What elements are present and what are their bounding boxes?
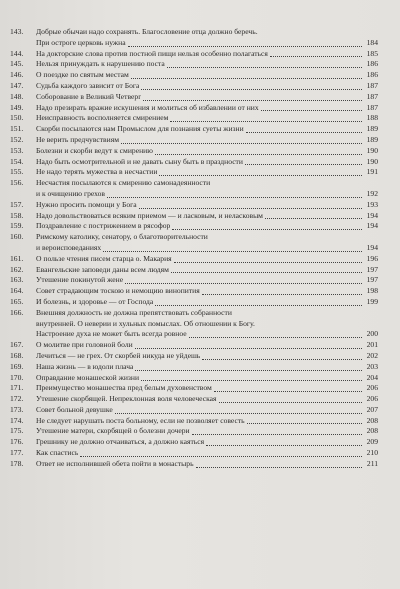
entry-number: 174. — [10, 415, 24, 425]
page-number: 207 — [366, 404, 378, 414]
page-number: 209 — [366, 437, 378, 447]
page-number: 208 — [366, 415, 378, 425]
entry-number: 173. — [10, 404, 24, 414]
page-number: 185 — [366, 48, 378, 58]
dot-leader — [202, 359, 362, 360]
toc-entry — [10, 308, 378, 340]
toc-entry-line — [10, 437, 378, 448]
toc-entry — [10, 286, 378, 297]
dot-leader — [270, 56, 362, 57]
toc-entry-line — [10, 103, 378, 114]
dot-leader — [131, 78, 362, 79]
page-number: 210 — [366, 448, 378, 458]
page-number: 188 — [366, 113, 378, 123]
toc-entry — [10, 373, 378, 384]
page-number: 189 — [366, 134, 378, 144]
dot-leader — [172, 229, 362, 230]
entry-title: О поездке по святым местам — [36, 70, 129, 80]
entry-number: 145. — [10, 59, 24, 69]
entry-title: Преимущество монашества пред белым духовенством — [36, 383, 212, 393]
dot-leader — [128, 46, 362, 47]
toc-entry-line — [10, 265, 378, 276]
entry-title: Евангельские заповеди даны всем людям — [36, 264, 169, 274]
dot-leader — [219, 402, 362, 403]
entry-number: 162. — [10, 264, 24, 274]
dot-leader — [167, 67, 362, 68]
dot-leader — [80, 456, 362, 457]
entry-number: 151. — [10, 124, 24, 134]
toc-entry — [10, 103, 378, 114]
toc-entry — [10, 275, 378, 286]
dot-leader — [107, 197, 362, 198]
toc-entry — [10, 70, 378, 81]
entry-number: 160. — [10, 232, 24, 242]
dot-leader — [265, 218, 362, 219]
page-number: 184 — [366, 37, 378, 47]
toc-entry-line — [10, 59, 378, 70]
entry-title: Соборование в Великий Четверг — [36, 91, 142, 101]
page-number: 196 — [366, 253, 378, 263]
dot-leader — [202, 294, 362, 295]
dot-leader — [155, 154, 362, 155]
page-number: 186 — [366, 70, 378, 80]
toc-entry-line — [10, 254, 378, 265]
entry-number: 157. — [10, 199, 24, 209]
entry-title: Судьба каждого зависит от Бога — [36, 80, 140, 90]
toc-entry — [10, 211, 378, 222]
toc-entry-line — [10, 383, 378, 394]
entry-number: 158. — [10, 210, 24, 220]
toc-entry — [10, 437, 378, 448]
page-number: 203 — [366, 361, 378, 371]
page-number: 197 — [366, 264, 378, 274]
dot-leader — [247, 423, 362, 424]
entry-title: Неисправность восполняется смирением — [36, 113, 169, 123]
page-number: 190 — [366, 145, 378, 155]
page-number: 187 — [366, 102, 378, 112]
entry-number: 177. — [10, 448, 24, 458]
entry-number: 169. — [10, 361, 24, 371]
dot-leader — [206, 445, 362, 446]
entry-number: 156. — [10, 178, 24, 188]
toc-entry-line — [10, 189, 378, 200]
toc-entry-line — [10, 70, 378, 81]
toc-entry-line — [10, 232, 378, 243]
entry-title: Совет страдающим тоскою и немощию винопития — [36, 286, 200, 296]
entry-title: Болезни и скорби ведут к смирению — [36, 145, 153, 155]
entry-number: 148. — [10, 91, 24, 101]
entry-number: 163. — [10, 275, 24, 285]
toc-entry — [10, 362, 378, 373]
toc-entry — [10, 81, 378, 92]
page-number: 194 — [366, 242, 378, 252]
toc-entry-line — [10, 362, 378, 373]
entry-number: 150. — [10, 113, 24, 123]
toc-entry — [10, 49, 378, 60]
toc-entry — [10, 167, 378, 178]
toc-entry-line — [10, 459, 378, 470]
dot-leader — [174, 262, 362, 263]
dot-leader — [115, 413, 362, 414]
toc-entry-line — [10, 178, 378, 189]
entry-title: Внешняя должность не должна препятствовать собранности — [36, 307, 232, 317]
entry-number: 161. — [10, 253, 24, 263]
dot-leader — [155, 305, 362, 306]
toc-entry — [10, 265, 378, 276]
toc-entry-line — [10, 92, 378, 103]
entry-number: 146. — [10, 70, 24, 80]
entry-number: 154. — [10, 156, 24, 166]
toc-entry-line — [10, 81, 378, 92]
toc-entry-line — [10, 146, 378, 157]
dot-leader — [159, 175, 362, 176]
dot-leader — [192, 434, 362, 435]
toc-entry — [10, 416, 378, 427]
entry-title: При остроге церковь нужна — [36, 37, 126, 47]
entry-title: О молитве при головной боли — [36, 340, 133, 350]
toc-entry-line — [10, 211, 378, 222]
page-number: 194 — [366, 221, 378, 231]
entry-number: 152. — [10, 134, 24, 144]
page-number: 187 — [366, 80, 378, 90]
entry-title: На докторские слова против постной пищи нельзя особенно полагаться — [36, 48, 268, 58]
entry-title: Утешение скорбящей. Непреклонная воля человеческая — [36, 394, 217, 404]
toc-entry — [10, 113, 378, 124]
dot-leader — [261, 110, 362, 111]
dot-leader — [141, 89, 362, 90]
entry-number: 166. — [10, 307, 24, 317]
entry-title: Нужно просить помощи у Бога — [36, 199, 137, 209]
entry-number: 164. — [10, 286, 24, 296]
toc-entry — [10, 157, 378, 168]
entry-title: Нельзя принуждать к нарушению поста — [36, 59, 165, 69]
toc-entry-line — [10, 221, 378, 232]
entry-title: Не верить предчувствиям — [36, 134, 119, 144]
toc-entry-line — [10, 329, 378, 340]
entry-number: 144. — [10, 48, 24, 58]
entry-number: 170. — [10, 372, 24, 382]
entry-title: Надо быть осмотрительной и не давать сыну быть в праздности — [36, 156, 243, 166]
toc-entry — [10, 254, 378, 265]
toc-entry — [10, 59, 378, 70]
page-number: 201 — [366, 340, 378, 350]
toc-entry-line — [10, 27, 378, 38]
entry-number: 149. — [10, 102, 24, 112]
toc-entry — [10, 200, 378, 211]
toc-entry-line — [10, 124, 378, 135]
page-number: 206 — [366, 383, 378, 393]
toc-entry-line — [10, 167, 378, 178]
entry-title: Скорби посылаются нам Промыслом для познания суеты жизни — [36, 124, 244, 134]
toc-entry-line — [10, 135, 378, 146]
entry-title: Поздравление с пострижением в рясофор — [36, 221, 171, 231]
toc-entry-line — [10, 416, 378, 427]
entry-number: 167. — [10, 340, 24, 350]
dot-leader — [141, 380, 362, 381]
toc-entry — [10, 146, 378, 157]
toc-entry — [10, 124, 378, 135]
toc-entry-line — [10, 394, 378, 405]
dot-leader — [170, 121, 362, 122]
dot-leader — [121, 143, 362, 144]
entry-title: И болезнь, и здоровье — от Господа — [36, 296, 154, 306]
toc-entry-line — [10, 243, 378, 254]
toc-entry — [10, 340, 378, 351]
entry-number: 159. — [10, 221, 24, 231]
toc-entry-line — [10, 308, 378, 319]
dot-leader — [196, 467, 362, 468]
page-number: 200 — [366, 329, 378, 339]
entry-title: и вероисповеданиях — [36, 242, 102, 252]
toc-entry-line — [10, 113, 378, 124]
entry-number: 171. — [10, 383, 24, 393]
toc-entry-line — [10, 297, 378, 308]
page-number: 191 — [366, 167, 378, 177]
entry-title: Утешение покинутой жене — [36, 275, 124, 285]
dot-leader — [245, 164, 362, 165]
entry-title: Наша жизнь — в юдоли плача — [36, 361, 134, 371]
page-number: 187 — [366, 91, 378, 101]
dot-leader — [125, 283, 362, 284]
page-number: 198 — [366, 286, 378, 296]
entry-number: 172. — [10, 394, 24, 404]
dot-leader — [143, 100, 362, 101]
page-number: 208 — [366, 426, 378, 436]
entry-number: 155. — [10, 167, 24, 177]
page-number: 206 — [366, 394, 378, 404]
entry-title-continued: внутренней. О неверии и хульных помыслах. Об отношении к Богу. — [36, 318, 255, 328]
toc-entry — [10, 27, 378, 49]
dot-leader — [214, 391, 362, 392]
toc-entry — [10, 135, 378, 146]
entry-title: Оправдание монашеской жизни — [36, 372, 140, 382]
page-number: 197 — [366, 275, 378, 285]
dot-leader — [135, 348, 362, 349]
entry-title: Надо презирать вражие искушения и молиться об избавлении от них — [36, 102, 259, 112]
toc-entry — [10, 459, 378, 470]
entry-title: и к очищению грехов — [36, 188, 106, 198]
entry-number: 168. — [10, 350, 24, 360]
entry-title: Ответ не исполнившей обета пойти в монастырь — [36, 458, 194, 468]
entry-title: Несчастия посылаются к смирению самонадеянности — [36, 178, 211, 188]
toc-entry — [10, 221, 378, 232]
entry-title: Как спастись — [36, 448, 79, 458]
entry-title: Римскому католику, сенатору, о благотворительности — [36, 232, 208, 242]
entry-title: Настроение духа не может быть всегда ровное — [36, 329, 187, 339]
page-number: 202 — [366, 350, 378, 360]
toc-entry — [10, 383, 378, 394]
entry-title: Не следует нарушать поста больному, если не позволяет совесть — [36, 415, 245, 425]
toc-entry-line — [10, 157, 378, 168]
toc-entry-line — [10, 351, 378, 362]
toc-entry — [10, 394, 378, 405]
toc-entry — [10, 351, 378, 362]
page-number: 211 — [366, 458, 378, 468]
toc-entry-line — [10, 448, 378, 459]
page-number: 189 — [366, 124, 378, 134]
toc-entry-line — [10, 38, 378, 49]
entry-number: 165. — [10, 296, 24, 306]
dot-leader — [139, 208, 362, 209]
page-number: 204 — [366, 372, 378, 382]
entry-title: Грешнику не должно отчаиваться, а должно каяться — [36, 437, 205, 447]
page-number: 186 — [366, 59, 378, 69]
page-number: 190 — [366, 156, 378, 166]
dot-leader — [171, 272, 362, 273]
toc-entry-line — [10, 200, 378, 211]
dot-leader — [135, 370, 362, 371]
page-number: 199 — [366, 296, 378, 306]
dot-leader — [246, 132, 362, 133]
entry-title: Надо довольствоваться всяким приемом — и ласковым, и неласковым — [36, 210, 263, 220]
page-number: 194 — [366, 210, 378, 220]
toc-entry — [10, 232, 378, 254]
entry-title: Лечиться — не грех. От скорбей никуда не уйдешь — [36, 350, 201, 360]
entry-number: 143. — [10, 27, 24, 36]
page-number: 193 — [366, 199, 378, 209]
entry-title: Совет больной девушке — [36, 404, 113, 414]
toc-entry — [10, 92, 378, 103]
entry-title: Утешение матери, скорбящей о болезни дочери — [36, 426, 190, 436]
toc-entry-line — [10, 275, 378, 286]
entry-number: 175. — [10, 426, 24, 436]
entry-number: 147. — [10, 80, 24, 90]
entry-number: 153. — [10, 145, 24, 155]
page-number: 192 — [366, 188, 378, 198]
entry-title: О пользе чтения писем старца о. Макария — [36, 253, 172, 263]
toc-entry-line — [10, 286, 378, 297]
toc-entry-line — [10, 426, 378, 437]
entry-number: 176. — [10, 437, 24, 447]
toc-entry-line — [10, 373, 378, 384]
toc-entry-line — [10, 405, 378, 416]
toc-entry — [10, 448, 378, 459]
toc-entry-line — [10, 49, 378, 60]
toc-entry — [10, 405, 378, 416]
toc-entry — [10, 178, 378, 200]
table-of-contents — [10, 27, 378, 470]
dot-leader — [189, 337, 362, 338]
entry-title: Добрые обычаи надо сохранять. Благословение отца должно беречь. — [36, 27, 258, 36]
toc-entry — [10, 426, 378, 437]
entry-title: Не надо терять мужества в несчастии — [36, 167, 158, 177]
dot-leader — [103, 251, 362, 252]
toc-entry — [10, 297, 378, 308]
toc-entry-line — [10, 340, 378, 351]
entry-number: 178. — [10, 458, 24, 468]
